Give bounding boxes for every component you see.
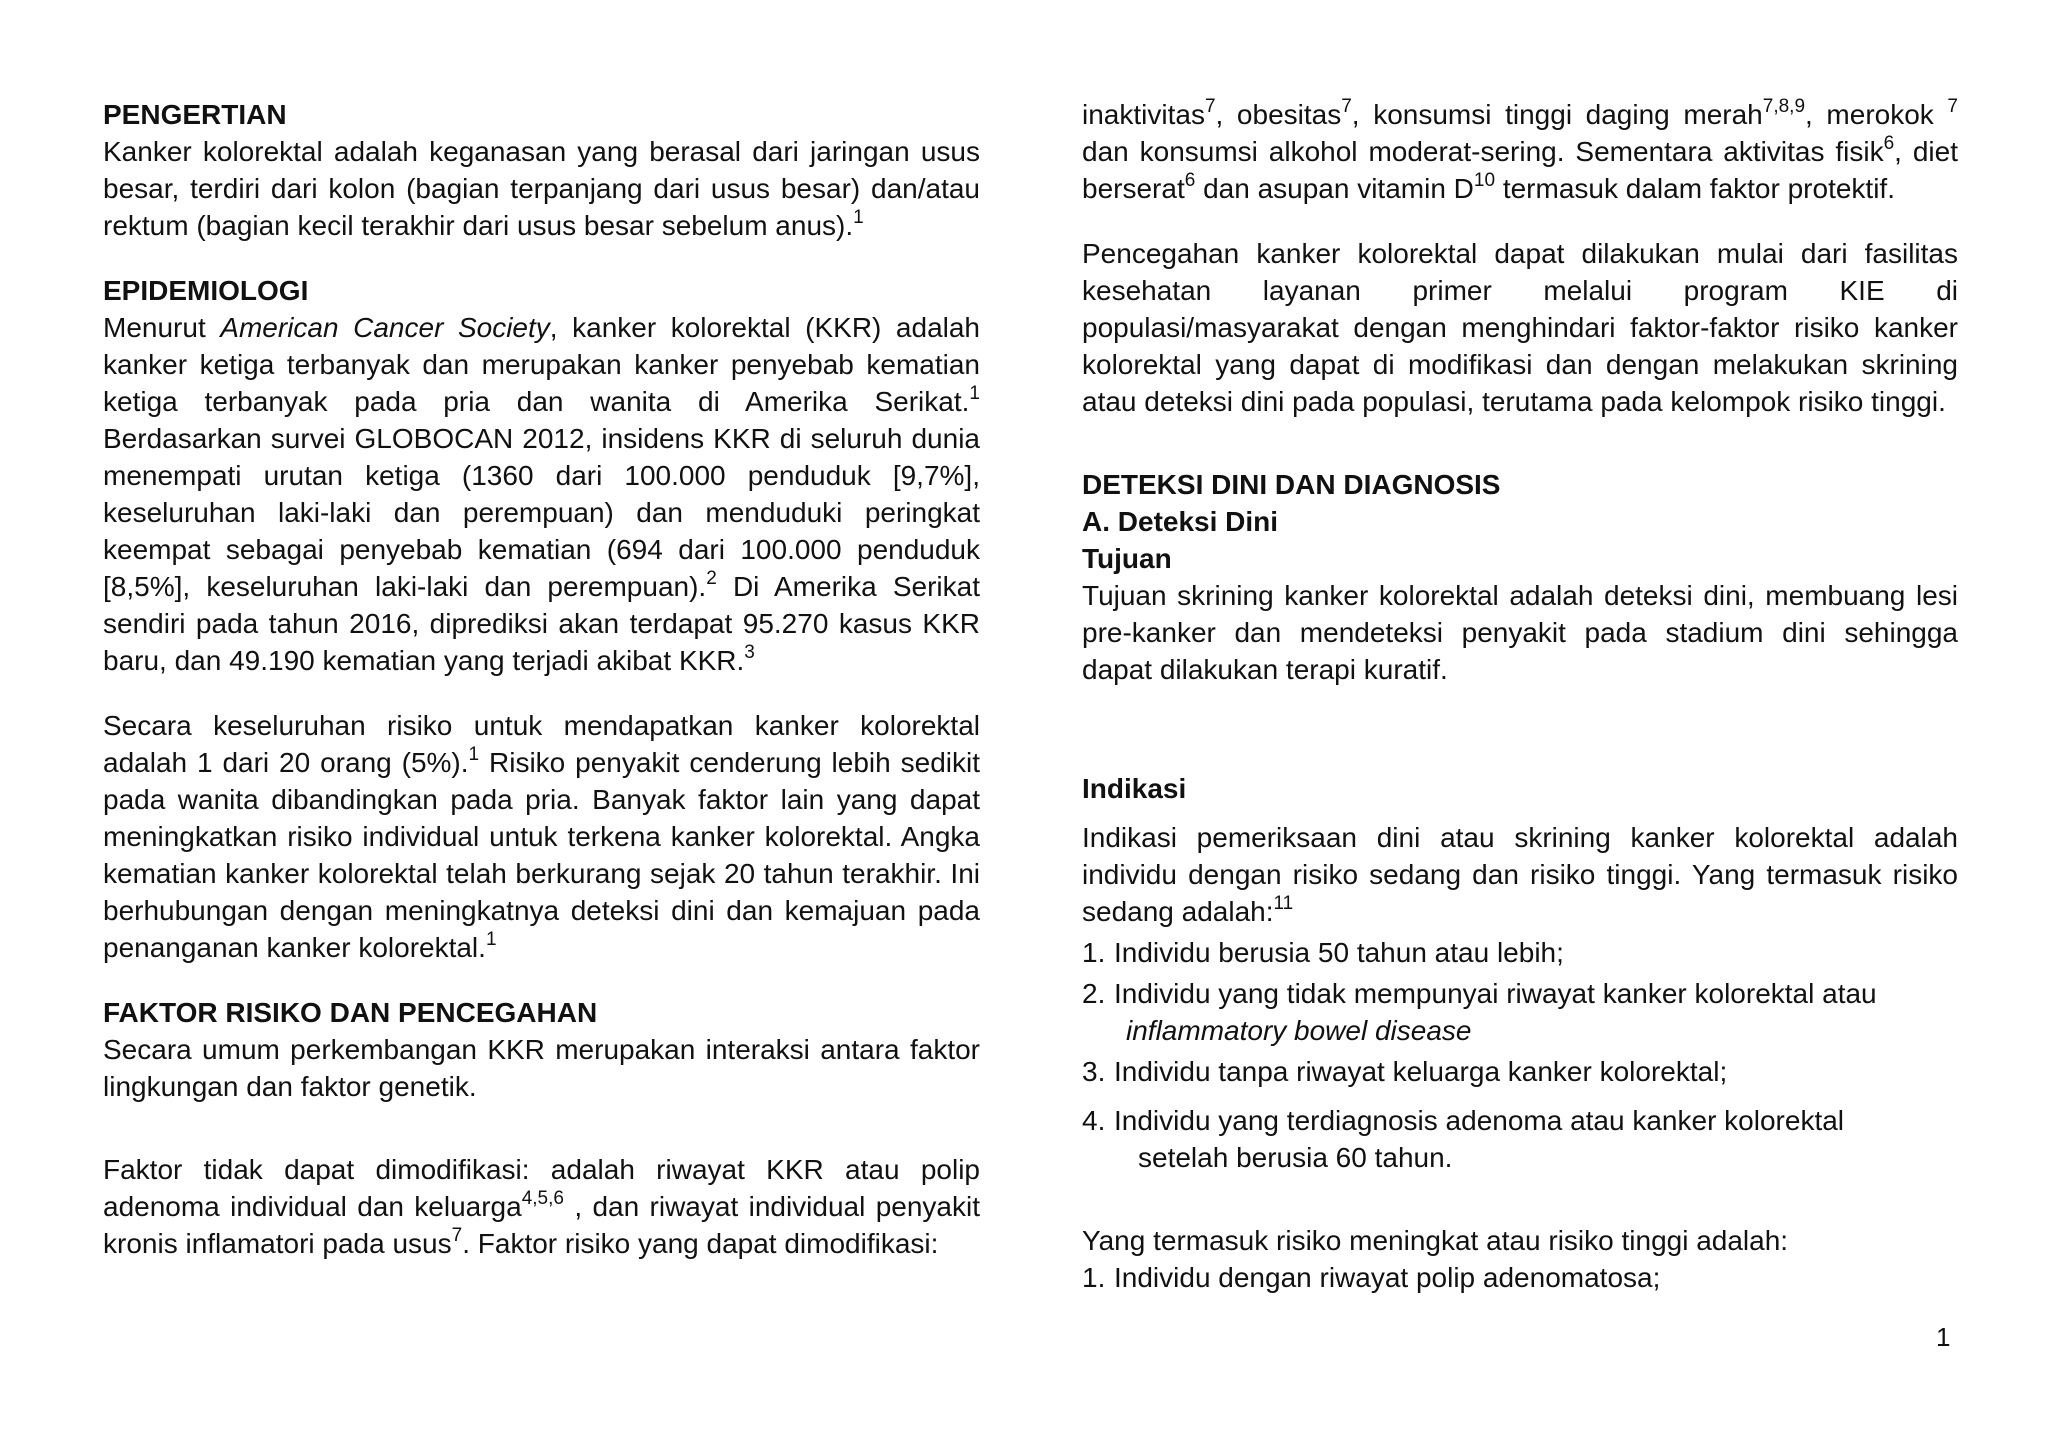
- footnote-ref: 7: [1947, 96, 1958, 117]
- text: , kanker kolorektal (KKR) adalah kanker ketiga terbanyak dan merupakan kanker penyebab kematian ketiga terbanyak pada pria dan wanita di Amerika Serikat.: [103, 312, 981, 417]
- paragraph-pengertian: [103, 133, 980, 244]
- paragraph-epidemiologi-1: [103, 309, 980, 679]
- paragraph-risiko-tinggi: Yang termasuk risiko meningkat atau risiko tinggi adalah:: [1082, 1225, 1789, 1256]
- italic-text: American Cancer Society: [220, 312, 550, 343]
- footnote-ref: 2: [706, 568, 717, 589]
- heading-pengertian: PENGERTIAN: [103, 99, 287, 130]
- subheading-tujuan: Tujuan: [1082, 543, 1172, 574]
- list-text: Individu berusia 50 tahun atau lebih;: [1114, 937, 1564, 968]
- footnote-ref: 7: [1341, 96, 1352, 117]
- footnote-ref: 4,5,6: [521, 1188, 564, 1209]
- list-item: [1082, 934, 1958, 971]
- text: . Faktor risiko yang dapat dimodifikasi:: [462, 1228, 939, 1259]
- list-number: 1.: [1082, 1262, 1106, 1293]
- footnote-ref: 1: [485, 929, 497, 950]
- list-text: Individu tanpa riwayat keluarga kanker kolorektal;: [1114, 1056, 1728, 1087]
- text: Menurut: [103, 312, 221, 343]
- footnote-ref: 7: [451, 1225, 463, 1246]
- heading-deteksi-dini: DETEKSI DINI DAN DIAGNOSIS: [1082, 469, 1501, 500]
- paragraph-epidemiologi-2: [103, 707, 980, 966]
- text: dan asupan vitamin D: [1195, 173, 1474, 204]
- list-risiko-sedang: [1082, 934, 1958, 1176]
- list-text: [1114, 975, 1958, 1049]
- list-item: [1082, 1259, 1958, 1296]
- paragraph-indikasi: [1082, 819, 1958, 930]
- text: Indikasi pemeriksaan dini atau skrining kanker kolorektal adalah individu dengan risiko sedang dan risiko tinggi. Yang termasuk risiko sedang adalah:: [1082, 822, 1958, 927]
- list-item: [1082, 1053, 1958, 1090]
- text: Secara keseluruhan risiko untuk mendapatkan kanker kolorektal adalah 1 dari 20 orang (5%).: [103, 710, 980, 778]
- text: Individu yang tidak mempunyai riwayat kanker kolorektal atau: [1114, 978, 1877, 1009]
- text: setelah berusia 60 tahun.: [1138, 1142, 1453, 1173]
- list-number: 1.: [1082, 937, 1106, 968]
- footnote-ref: 3: [744, 642, 755, 663]
- list-number: 3.: [1082, 1056, 1106, 1087]
- footnote-ref: 7,8,9: [1762, 96, 1806, 117]
- text: , dan riwayat individual penyakit kronis inflamatori pada usus: [103, 1191, 980, 1259]
- footnote-ref: 6: [1184, 170, 1196, 191]
- text: , diet berserat: [1082, 136, 1959, 204]
- text: Kanker kolorektal adalah keganasan yang berasal dari jaringan usus besar, terdiri dari kolon (bagian terpanjang dari usus besar) dan/atau rektum (bagian kecil terakhir dari usus besar sebelum anus).: [103, 136, 980, 241]
- right-column: [1082, 96, 1958, 1296]
- list-number: 4.: [1082, 1105, 1106, 1136]
- paragraph-faktor-2: [103, 1151, 980, 1262]
- list-item: [1082, 1102, 1958, 1176]
- italic-text: inflammatory bowel disease: [1126, 1015, 1472, 1046]
- list-text: Individu dengan riwayat polip adenomatosa;: [1114, 1262, 1661, 1293]
- heading-faktor-risiko: FAKTOR RISIKO DAN PENCEGAHAN: [103, 997, 598, 1028]
- paragraph-faktor-continued: [1082, 96, 1958, 207]
- list-item: [1082, 975, 1958, 1049]
- heading-epidemiologi: EPIDEMIOLOGI: [103, 275, 309, 306]
- text: dan konsumsi alkohol moderat-sering. Sementara aktivitas fisik: [1082, 136, 1884, 167]
- text: Faktor tidak dapat dimodifikasi: adalah riwayat KKR atau polip adenoma individual dan keluarga: [103, 1154, 980, 1222]
- page-number: 1: [1936, 1322, 1951, 1352]
- footnote-ref: 10: [1473, 170, 1496, 191]
- footnote-ref: 7: [1204, 96, 1216, 117]
- text: , konsumsi tinggi daging merah: [1351, 99, 1763, 130]
- text: Risiko penyakit cenderung lebih sedikit pada wanita dibandingkan pada pria. Banyak faktor lain yang dapat meningkatkan risiko individual untuk terkena kanker kolorektal. Angka kematian kanker kolorektal telah berkurang sejak 20 tahun terakhir. Ini berhubungan dengan meningkatnya deteksi dini dan kemajuan pada penanganan kanker kolorektal.: [103, 747, 980, 963]
- text: Di Amerika Serikat sendiri pada tahun 2016, diprediksi akan terdapat 95.270 kasus KKR baru, dan 49.190 kematian yang terjadi akibat KKR.: [103, 571, 981, 676]
- subheading-deteksi-dini: A. Deteksi Dini: [1082, 506, 1279, 537]
- footnote-ref: 11: [1273, 893, 1294, 914]
- text: Berdasarkan survei GLOBOCAN 2012, insidens KKR di seluruh dunia menempati urutan ketiga (1360 dari 100.000 penduduk [9,7%], keseluruhan laki-laki dan perempuan) dan menduduki peringkat keempat sebagai penyebab kematian (694 dari 100.000 penduduk [8,5%], keseluruhan laki-laki dan perempuan).: [103, 423, 980, 602]
- text: , merokok: [1805, 99, 1948, 130]
- footnote-ref: 1: [969, 383, 980, 404]
- left-column: [103, 96, 980, 1262]
- paragraph-pencegahan: Pencegahan kanker kolorektal dapat dilakukan mulai dari fasilitas kesehatan layanan primer melalui program KIE di populasi/masyarakat dengan menghindari faktor-faktor risiko kanker kolorektal yang dapat di modifikasi dan dengan melakukan skrining atau deteksi dini pada populasi, terutama pada kelompok risiko tinggi.: [1082, 238, 1958, 417]
- text: termasuk dalam faktor protektif.: [1495, 173, 1895, 204]
- subheading-indikasi: Indikasi: [1082, 773, 1187, 804]
- text: inaktivitas: [1082, 99, 1205, 130]
- list-risiko-tinggi: [1082, 1259, 1958, 1296]
- footnote-ref: 1: [853, 207, 864, 228]
- paragraph-tujuan: Tujuan skrining kanker kolorektal adalah deteksi dini, membuang lesi pre-kanker dan mendeteksi penyakit pada stadium dini sehingga dapat dilakukan terapi kuratif.: [1082, 580, 1958, 685]
- footnote-ref: 1: [468, 744, 480, 765]
- text: , obesitas: [1215, 99, 1342, 130]
- list-text: [1114, 1102, 1958, 1176]
- paragraph-faktor-1: Secara umum perkembangan KKR merupakan interaksi antara faktor lingkungan dan faktor genetik.: [103, 1034, 980, 1102]
- text: Individu yang terdiagnosis adenoma atau kanker kolorektal: [1114, 1105, 1845, 1136]
- footnote-ref: 6: [1883, 133, 1895, 154]
- list-number: 2.: [1082, 978, 1106, 1009]
